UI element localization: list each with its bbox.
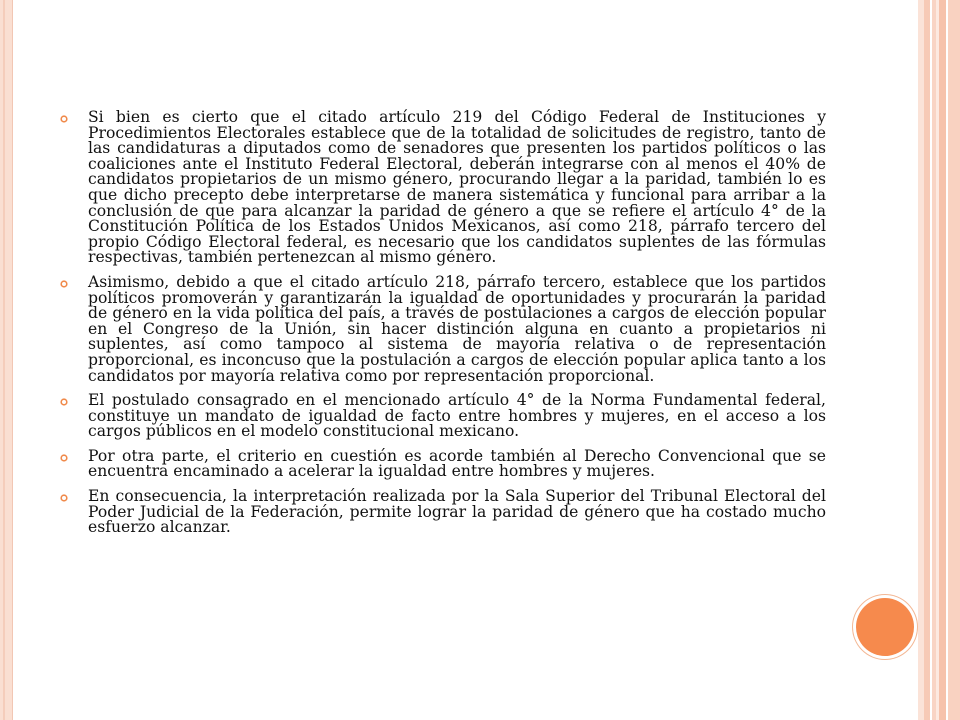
bullet-item <box>60 272 826 385</box>
bullet-item <box>60 489 826 536</box>
bullet-text: El postulado consagrado en el mencionado artículo 4° de la Norma Fundamental federal, constituye un mandato de igualdad de facto entre hombres y mujeres, en el acceso a los cargos públicos en el modelo constitucional mexicano. <box>88 391 826 441</box>
bullet-ring-icon <box>60 454 68 462</box>
bullet-ring-icon <box>60 115 68 123</box>
left-frame-inner-line <box>3 0 5 720</box>
accent-circle-decoration <box>856 598 914 656</box>
bullet-text: Si bien es cierto que el citado artículo 219 del Código Federal de Instituciones y Procedimientos Electorales establece que de la totalidad de solicitudes de registro, tanto de las candidaturas a diputados como de senadores que presenten los partidos políticos o las coaliciones ante el Instituto Federal Electoral, deberán integrarse con al menos el 40% de candidatos propietarios de un mismo género, procurando llegar a la paridad, también lo es que dicho precepto debe interpretarse de manera sistemática y funcional para arribar a la conclusión de que para alcanzar la paridad de género a que se refiere el artículo 4° de la Constitución Política de los Estados Unidos Mexicanos, así como 218, párrafo tercero del propio Código Electoral federal, es necesario que los candidatos suplentes de las fórmulas respectivas, también pertenezcan al mismo género. <box>88 108 826 267</box>
bullet-item <box>60 446 826 481</box>
bullet-list <box>60 110 826 536</box>
bullet-text: En consecuencia, la interpretación realizada por la Sala Superior del Tribunal Electoral del Poder Judicial de la Federación, permite lograr la paridad de género que ha costado mucho esfuerzo alcanzar. <box>88 487 826 537</box>
bullet-text: Por otra parte, el criterio en cuestión es acorde también al Derecho Convencional que se encuentra encaminado a acelerar la igualdad entre hombres y mujeres. <box>88 446 826 481</box>
bullet-ring-icon <box>60 398 68 406</box>
left-frame-border <box>0 0 13 720</box>
bullet-item <box>60 393 826 440</box>
right-stripe <box>948 0 960 720</box>
bullet-item <box>60 110 826 266</box>
bullet-text: Asimismo, debido a que el citado artículo 218, párrafo tercero, establece que los partidos políticos promoverán y garantizarán la igualdad de oportunidades y procurarán la paridad de género en la vida política del país, a través de postulaciones a cargos de elección popular en el Congreso de la Unión, sin hacer distinción alguna en cuanto a propietarios ni suplentes, así como tampoco al sistema de mayoría relativa o de representación proporcional, es inconcuso que la postulación a cargos de elección popular aplica tanto a los candidatos por mayoría relativa como por representación proporcional. <box>88 272 826 385</box>
slide-content <box>60 110 826 545</box>
bullet-ring-icon <box>60 280 68 288</box>
bullet-ring-icon <box>60 494 68 502</box>
right-stripe <box>939 0 946 720</box>
